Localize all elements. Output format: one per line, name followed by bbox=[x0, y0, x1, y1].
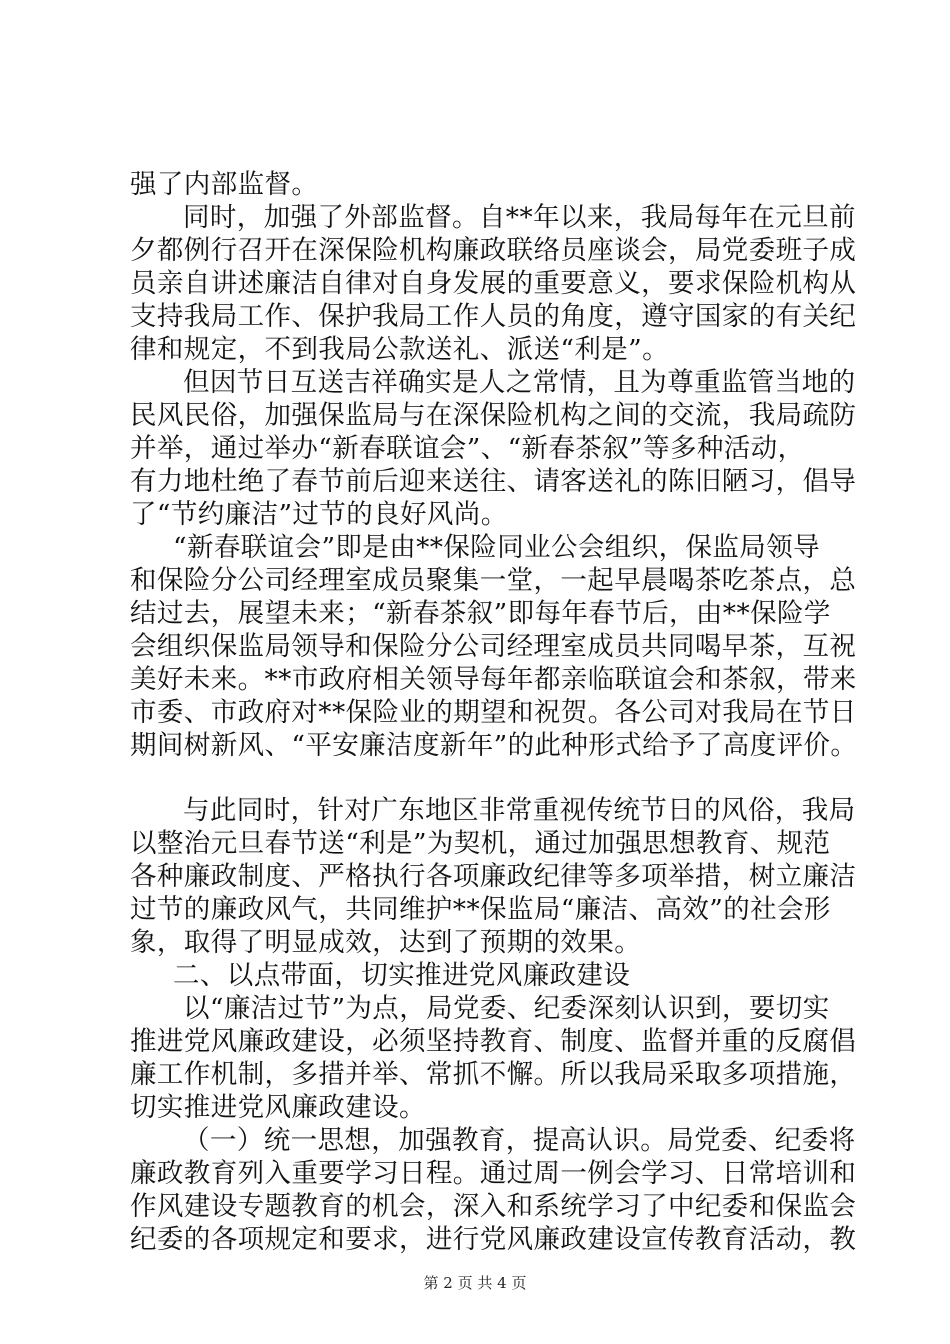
section-heading: 二、以点带面，切实推进党风廉政建设 bbox=[173, 960, 631, 991]
text-line: 美好未来。**市政府相关领导每年都亲临联谊会和茶叙，带来 bbox=[130, 664, 857, 695]
page-number: 第 2 页 共 4 页 bbox=[423, 1274, 527, 1292]
text-line: 过节的廉政风气，共同维护**保监局“廉洁、高效”的社会形 bbox=[130, 894, 831, 925]
text-line: 切实推进党风廉政建设。 bbox=[130, 1092, 426, 1123]
text-line: 了“节约廉洁”过节的良好风尚。 bbox=[130, 499, 508, 530]
text-line: 和保险分公司经理室成员聚集一堂，一起早晨喝茶吃茶点，总 bbox=[130, 565, 857, 596]
text-line: 夕都例行召开在深保险机构廉政联络员座谈会，局党委班子成 bbox=[130, 235, 857, 266]
text-line: 廉工作机制，多措并举、常抓不懈。所以我局采取多项措施， bbox=[130, 1059, 857, 1090]
text-line: 律和规定，不到我局公款送礼、派送“利是”。 bbox=[130, 334, 669, 365]
text-line: 有力地杜绝了春节前后迎来送往、请客送礼的陈旧陋习，倡导 bbox=[130, 466, 857, 497]
text-line: 市委、市政府对**保险业的期望和祝贺。各公司对我局在节日 bbox=[130, 697, 857, 728]
text-line: 作风建设专题教育的机会，深入和系统学习了中纪委和保监会 bbox=[130, 1191, 857, 1222]
text-line: 纪委的各项规定和要求，进行党风廉政建设宣传教育活动，教 bbox=[130, 1224, 857, 1255]
text-line: 并举，通过举办“新春联谊会”、“新春茶叙”等多种活动， bbox=[130, 433, 805, 464]
text-line: 但因节日互送吉祥确实是人之常情，且为尊重监管当地的 bbox=[183, 367, 856, 398]
text-line: 与此同时，针对广东地区非常重视传统节日的风俗，我局 bbox=[183, 795, 856, 826]
text-line: 民风民俗，加强保监局与在深保险机构之间的交流，我局疏防 bbox=[130, 400, 857, 431]
text-line: 支持我局工作、保护我局工作人员的角度，遵守国家的有关纪 bbox=[130, 301, 857, 332]
text-line: 以整治元旦春节送“利是”为契机，通过加强思想教育、规范 bbox=[130, 828, 831, 859]
text-line: 各种廉政制度、严格执行各项廉政纪律等多项举措，树立廉洁 bbox=[130, 861, 857, 892]
text-line: （一）统一思想，加强教育，提高认识。局党委、纪委将 bbox=[183, 1125, 856, 1156]
text-line: 期间树新风、“平安廉洁度新年”的此种形式给予了高度评价。 bbox=[130, 730, 858, 761]
text-line: 以“廉洁过节”为点，局党委、纪委深刻认识到，要切实 bbox=[183, 993, 830, 1024]
text-line: “新春联谊会”即是由**保险同业公会组织，保监局领导 bbox=[173, 532, 820, 563]
text-line: 会组织保监局领导和保险分公司经理室成员共同喝早茶，互祝 bbox=[130, 631, 857, 662]
text-line: 结过去，展望未来；“新春茶叙”即每年春节后，由**保险学 bbox=[130, 598, 831, 629]
text-line: 员亲自讲述廉洁自律对自身发展的重要意义，要求保险机构从 bbox=[130, 268, 857, 299]
text-line: 强了内部监督。 bbox=[130, 169, 319, 200]
text-line: 象，取得了明显成效，达到了预期的效果。 bbox=[130, 927, 642, 958]
text-line: 廉政教育列入重要学习日程。通过周一例会学习、日常培训和 bbox=[130, 1158, 857, 1189]
text-line: 同时，加强了外部监督。自**年以来，我局每年在元旦前 bbox=[183, 202, 856, 233]
text-line: 推进党风廉政建设，必须坚持教育、制度、监督并重的反腐倡 bbox=[130, 1026, 857, 1057]
